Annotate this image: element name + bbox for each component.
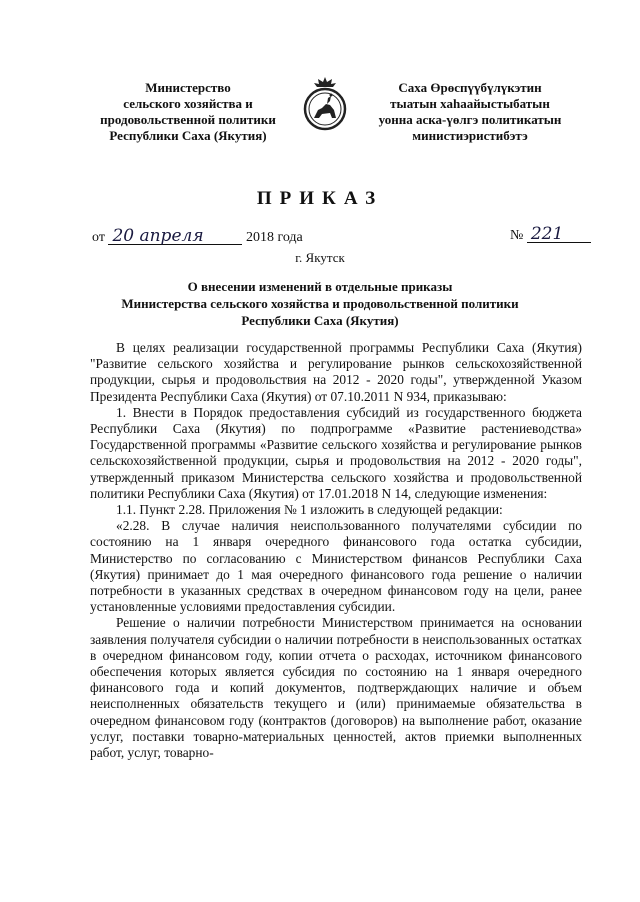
order-subject xyxy=(0,278,640,329)
document-title: ПРИКАЗ xyxy=(256,188,384,209)
ministry-name-russian xyxy=(88,80,288,144)
order-body xyxy=(90,340,582,761)
handwritten-number: 221 xyxy=(527,226,591,243)
subject-line: Министерства сельского хозяйства и продовольственной политики xyxy=(121,296,519,311)
header-left-line: Министерство xyxy=(145,80,231,95)
date-prefix: от xyxy=(92,230,105,245)
header-right-line: Саха Өрөспүүбүлүкэтин xyxy=(398,80,542,95)
header-right-line: тыатын хаһаайыстыбатын xyxy=(390,96,550,111)
ministry-name-yakut xyxy=(370,80,570,144)
order-number xyxy=(510,226,591,244)
date-year: 2018 года xyxy=(245,230,303,245)
coat-of-arms-emblem xyxy=(300,74,350,134)
header-left-line: Республики Саха (Якутия) xyxy=(109,128,267,143)
header-right-line: министиэристибэтэ xyxy=(412,128,528,143)
handwritten-date: 20 апреля xyxy=(108,228,242,245)
city-name: г. Якутск xyxy=(295,250,345,265)
subject-line: Республики Саха (Якутия) xyxy=(241,313,399,328)
header-left-line: продовольственной политики xyxy=(100,112,276,127)
header-right-line: уонна аска-үөлгэ политикатын xyxy=(378,112,562,127)
subject-line: О внесении изменений в отдельные приказы xyxy=(187,279,453,294)
body-paragraph: «2.28. В случае наличия неиспользованного получателями субсидии по состоянию на 1 января очередного финансового года остатка субсидии, Министерство по согласованию с Министерством финансов Республики Саха (Якутия) принимает до 1 мая очередного финансового года решение о наличии потребности в указанных средствах в очередном финансовом году на цели, ранее установленные условиями предоставления субсидии. xyxy=(90,518,582,615)
number-prefix: № xyxy=(510,228,524,243)
body-paragraph: 1.1. Пункт 2.28. Приложения № 1 изложить в следующей редакции: xyxy=(116,502,503,518)
body-paragraph: Решение о наличии потребности Министерством принимается на основании заявления получателя субсидии о наличии потребности в неиспользованных остатках в очередном финансовом году, копии отчета о расходах, источником финансового обеспечения которых является субсидия по состоянию на 1 января очередного финансового года и копий документов, подтверждающих наличие и объем неисполненных обязательств текущего и (или) принимаемые обязательства в очередном финансовом году (контрактов (договоров) на выполнение работ, оказание услуг, поставки товарно-материальных ценностей, актов приемки выполненных работ, услуг, товарно- xyxy=(90,615,582,761)
header-left-line: сельского хозяйства и xyxy=(123,96,253,111)
order-date xyxy=(92,228,303,246)
body-paragraph: В целях реализации государственной программы Республики Саха (Якутия) "Развитие сельского хозяйства и регулирование рынков сельскохозяйственной продукции, сырья и продовольствия на 2012 - 2020 годы", утвержденной Указом Президента Республики Саха (Якутия) от 07.10.2011 N 934, приказываю: xyxy=(90,340,582,404)
body-paragraph: 1. Внести в Порядок предоставления субсидий из государственного бюджета Республики Саха (Якутия) по подпрограмме «Развитие растениеводства» Государственной программы «Развитие сельского хозяйства и регулирование рынков сельскохозяйственной продукции, сырья и продовольствия на 2012 - 2020 годы", утвержденный приказом Министерства сельского хозяйства и продовольственной политики Республики Саха (Якутия) от 17.01.2018 N 14, следующие изменения: xyxy=(90,404,582,501)
